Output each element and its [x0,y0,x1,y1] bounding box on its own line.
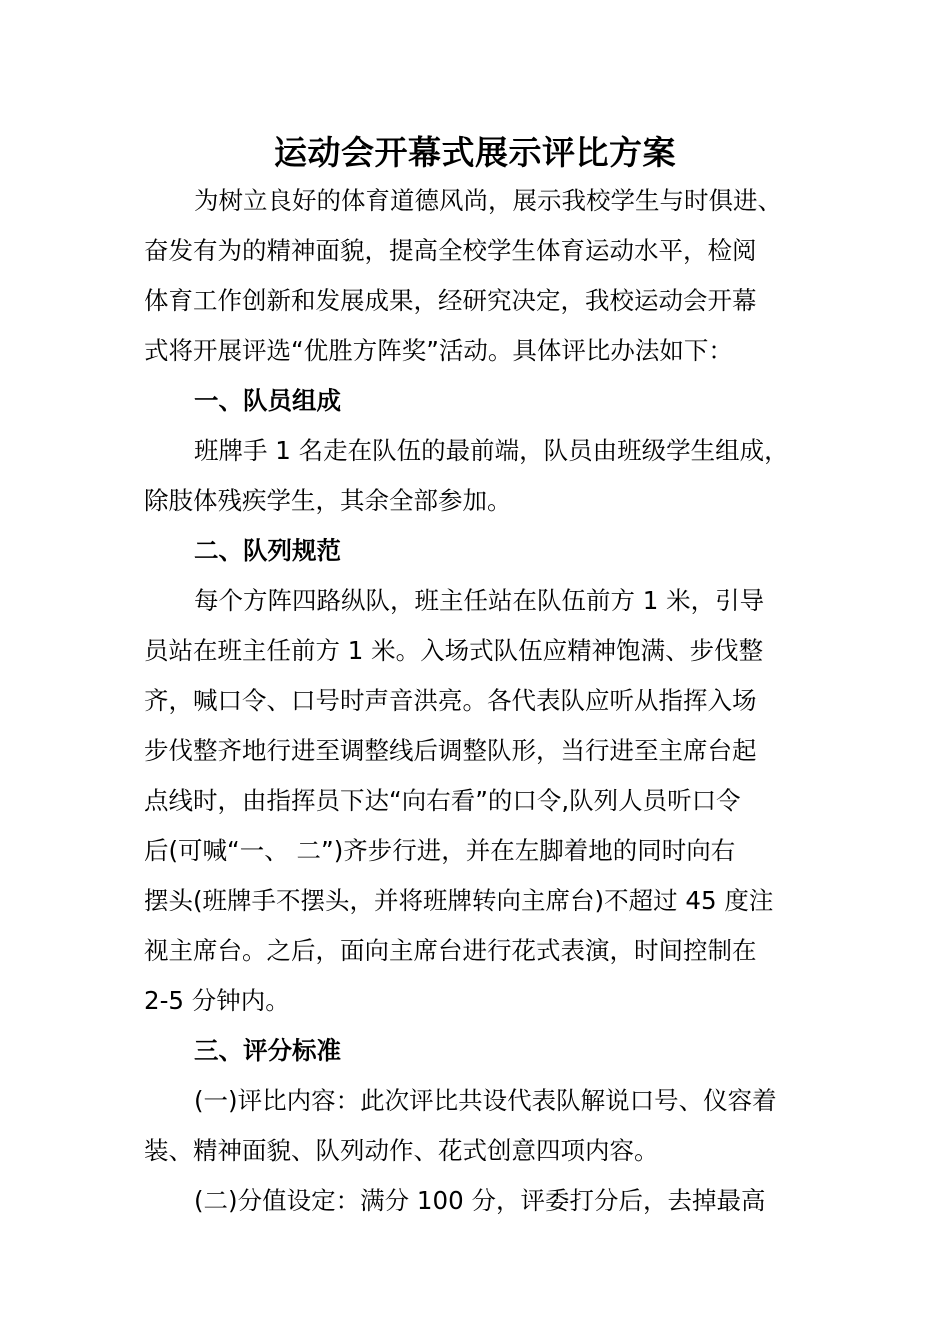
text-line: 班牌手 1 名走在队伍的最前端，队员由班级学生组成， [194,436,789,465]
text-line: 员站在班主任前方 1 米。入场式队伍应精神饱满、步伐整 [144,636,764,665]
text-line: 步伐整齐地行进至调整线后调整队形，当行进至主席台起 [144,736,757,765]
text-line: 后(可喊“一、 二”)齐步行进，并在左脚着地的同时向右 [144,836,736,865]
section-heading-scoring: 三、评分标准 [194,1036,341,1065]
text-line: 装、精神面貌、队列动作、花式创意四项内容。 [144,1136,659,1165]
text-line: 体育工作创新和发展成果，经研究决定，我校运动会开幕 [144,286,757,315]
text-line: 点线时，由指挥员下达“向右看”的口令,队列人员听口令 [144,786,741,815]
text-line: 式将开展评选“优胜方阵奖”活动。具体评比办法如下： [144,336,733,365]
text-line: 奋发有为的精神面貌，提高全校学生体育运动水平，检阅 [144,236,757,265]
section-heading-members: 一、队员组成 [194,386,341,415]
text-line: 视主席台。之后，面向主席台进行花式表演，时间控制在 [144,936,757,965]
text-line: 2-5 分钟内。 [144,986,290,1015]
section-heading-formation: 二、队列规范 [194,536,341,565]
text-line: 为树立良好的体育道德风尚，展示我校学生与时俱进、 [194,186,782,215]
text-line: 摆头(班牌手不摆头，并将班牌转向主席台)不超过 45 度注 [144,886,774,915]
document-body [144,176,834,1226]
text-line: 齐，喊口令、口号时声音洪亮。各代表队应听从指挥入场 [144,686,757,715]
document-title: 运动会开幕式展示评比方案 [274,133,676,172]
text-line: (二)分值设定：满分 100 分，评委打分后，去掉最高 [194,1186,766,1215]
text-line: 每个方阵四路纵队，班主任站在队伍前方 1 米，引导 [194,586,765,615]
text-line: 除肢体残疾学生，其余全部参加。 [144,486,512,515]
text-line: (一)评比内容：此次评比共设代表队解说口号、仪容着 [194,1086,777,1115]
